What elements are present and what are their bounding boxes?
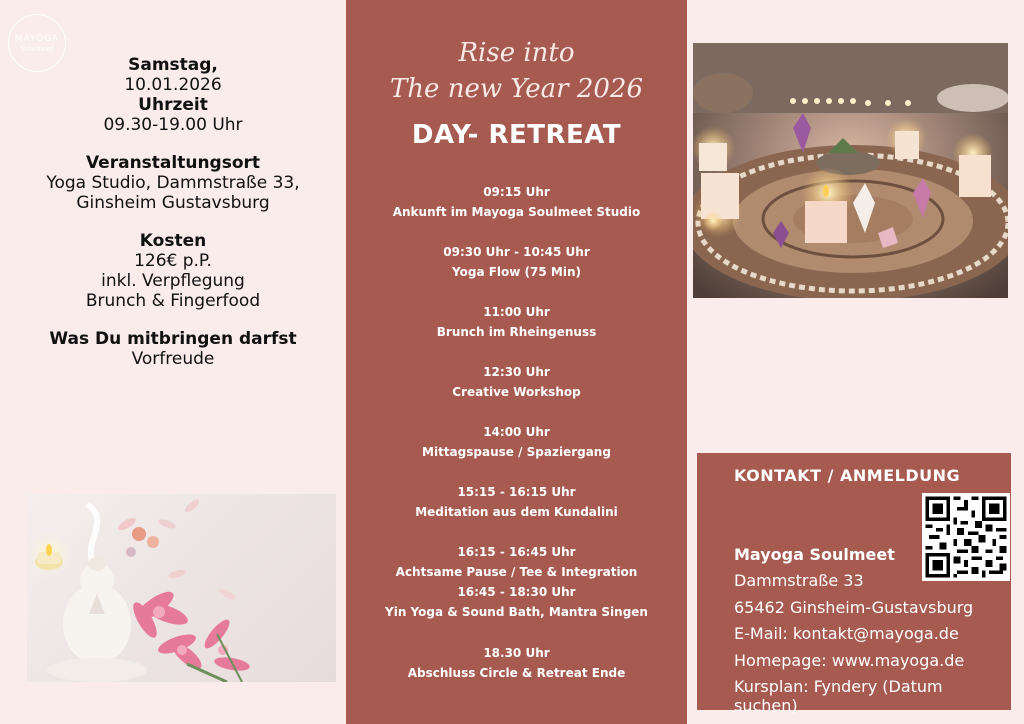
logo-subtext: Soulmeet: [20, 44, 54, 53]
schedule-time: 12:30 Uhr: [483, 365, 550, 379]
schedule-activity: Ankunft im Mayoga Soulmeet Studio: [392, 205, 641, 219]
program-panel: [346, 0, 687, 724]
contact-email-link[interactable]: E-Mail: kontakt@mayoga.de: [734, 624, 959, 643]
schedule-item: [346, 362, 687, 402]
right-panel: [687, 0, 1024, 724]
cost-line3: Brunch & Fingerfood: [85, 291, 261, 311]
schedule-activity: Yoga Flow (75 Min): [452, 265, 581, 279]
time-label: Uhrzeit: [138, 95, 208, 115]
schedule-time: 18.30 Uhr: [483, 646, 550, 660]
cost-block: [0, 231, 346, 311]
date-label: Samstag,: [128, 55, 218, 75]
bring-label: Was Du mitbringen darfst: [49, 329, 297, 349]
schedule-time: 14:00 Uhr: [483, 425, 550, 439]
schedule-item: [346, 422, 687, 462]
schedule-time: 15:15 - 16:15 Uhr: [457, 485, 576, 499]
schedule-item: [346, 182, 687, 222]
venue-label: Veranstaltungsort: [85, 153, 261, 173]
venue-block: [0, 153, 346, 213]
candle-circle-photo: [693, 43, 1008, 298]
retreat-title: DAY- RETREAT: [411, 120, 622, 150]
date-value: 10.01.2026: [124, 75, 222, 95]
headline-script-line2: The new Year 2026: [389, 74, 644, 104]
schedule-time: 09:15 Uhr: [483, 185, 550, 199]
schedule-time: 11:00 Uhr: [483, 305, 550, 319]
schedule-activity: Brunch im Rheingenuss: [436, 325, 597, 339]
contact-name: Mayoga Soulmeet: [734, 545, 895, 564]
headline-script-line1: Rise into: [458, 38, 575, 68]
qr-code-icon[interactable]: [922, 493, 1010, 581]
schedule-activity: Abschluss Circle & Retreat Ende: [407, 666, 626, 680]
candle-circle-illustration: [693, 43, 1008, 298]
schedule-item: [346, 542, 687, 622]
schedule-activity: Achtsame Pause / Tee & Integration: [395, 565, 638, 579]
venue-line2: Ginsheim Gustavsburg: [76, 193, 270, 213]
schedule-activity: Creative Workshop: [452, 385, 581, 399]
contact-street: Dammstraße 33: [734, 571, 864, 590]
schedule-time: 16:15 - 16:45 Uhr: [457, 545, 576, 559]
schedule-item: [346, 643, 687, 683]
left-panel: [0, 0, 346, 724]
contact-kursplan: Kursplan: Fyndery (Datum suchen): [734, 677, 943, 715]
venue-line1: Yoga Studio, Dammstraße 33,: [46, 173, 300, 193]
schedule-item: [346, 242, 687, 282]
bring-block: [0, 329, 346, 369]
time-value: 09.30-19.00 Uhr: [103, 115, 243, 135]
cost-line1: 126€ p.P.: [134, 251, 212, 271]
buddha-illustration: [27, 494, 336, 682]
cost-label: Kosten: [139, 231, 207, 251]
schedule-item: [346, 482, 687, 522]
contact-homepage-link[interactable]: Homepage: www.mayoga.de: [734, 651, 965, 670]
contact-city: 65462 Ginsheim-Gustavsburg: [734, 598, 974, 617]
bring-value: Vorfreude: [131, 349, 215, 369]
date-time-block: [0, 55, 346, 135]
schedule-time: 09:30 Uhr - 10:45 Uhr: [443, 245, 590, 259]
logo-text: MAYOGA: [14, 33, 60, 44]
schedule-activity: Yin Yoga & Sound Bath, Mantra Singen: [385, 605, 648, 619]
schedule-item: [346, 302, 687, 342]
cost-line2: inkl. Verpflegung: [101, 271, 245, 291]
contact-box: [697, 453, 1011, 715]
schedule-time: 16:45 - 18:30 Uhr: [457, 585, 576, 599]
buddha-flowers-photo: [27, 494, 336, 682]
event-info: [0, 55, 346, 387]
schedule-activity: Meditation aus dem Kundalini: [415, 505, 618, 519]
contact-title: KONTAKT / ANMELDUNG: [734, 466, 961, 485]
schedule-activity: Mittagspause / Spaziergang: [422, 445, 611, 459]
